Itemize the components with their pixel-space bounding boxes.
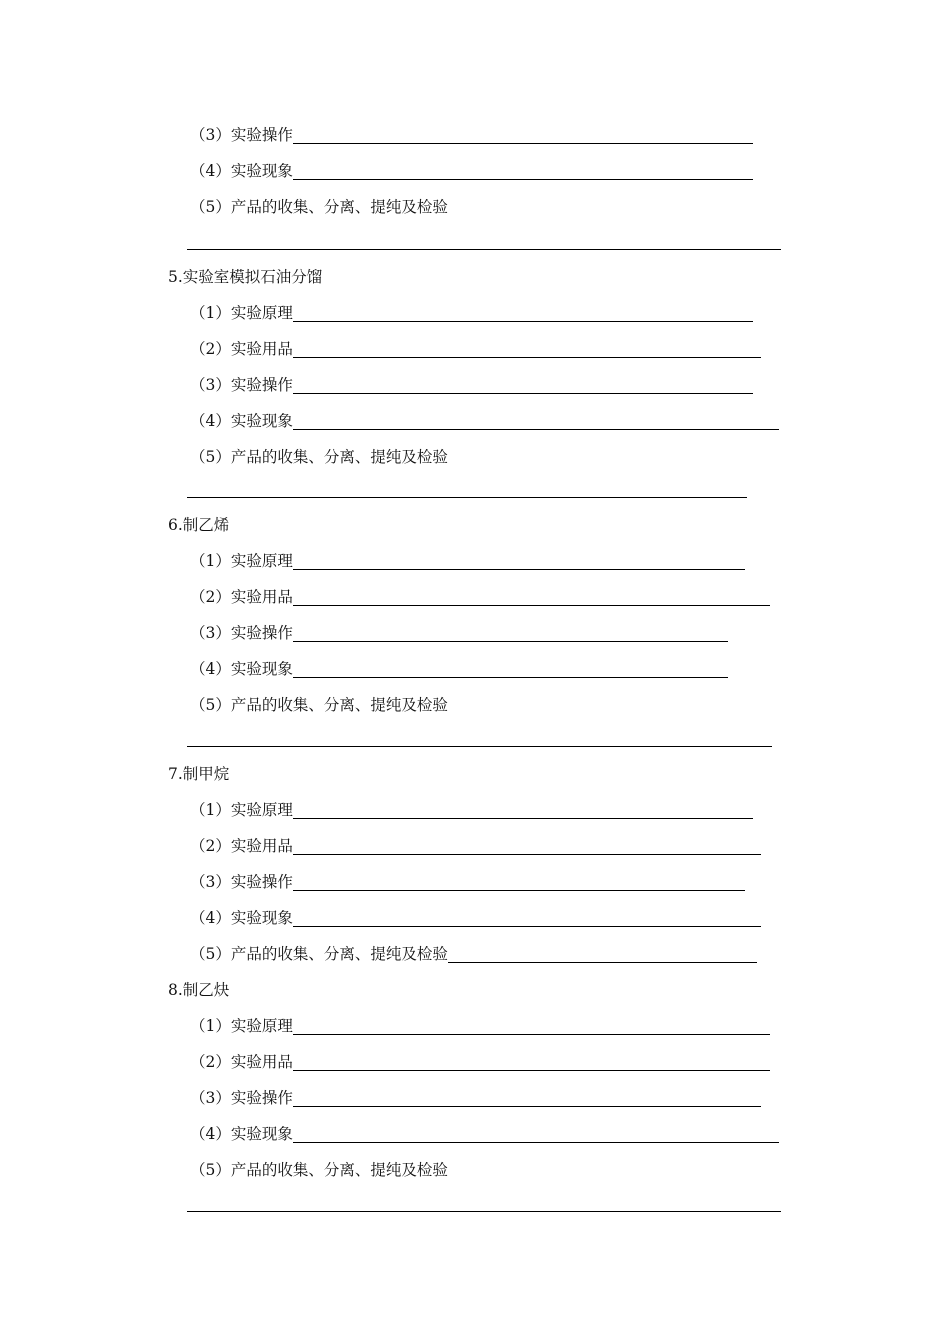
item-label: （4）实验现象: [190, 660, 293, 678]
item-label: （5）产品的收集、分离、提纯及检验: [190, 448, 448, 466]
item-label: （3）实验操作: [190, 126, 293, 144]
item-s8-3: [190, 1087, 761, 1109]
item-label: （1）实验原理: [190, 304, 293, 322]
item-s5-2: [190, 338, 761, 360]
answer-blank[interactable]: [187, 1211, 781, 1212]
item-label: （1）实验原理: [190, 801, 293, 819]
item-s6-4: [190, 658, 728, 680]
item-label: （5）产品的收集、分离、提纯及检验: [190, 945, 448, 963]
item-label: （1）实验原理: [190, 1017, 293, 1035]
answer-blank[interactable]: [187, 746, 772, 747]
answer-blank[interactable]: [293, 1034, 770, 1035]
item-label: （2）实验用品: [190, 1053, 293, 1071]
item-s0-5: [190, 196, 448, 218]
answer-blank[interactable]: [293, 179, 753, 180]
answer-blank[interactable]: [293, 429, 779, 430]
item-s6-3: [190, 622, 728, 644]
item-label: （4）实验现象: [190, 909, 293, 927]
item-s6-1: [190, 550, 745, 572]
item-s5-1: [190, 302, 753, 324]
item-s5-3: [190, 374, 753, 396]
item-label: （4）实验现象: [190, 412, 293, 430]
section-title: 8.制乙炔: [168, 981, 230, 999]
item-label: （5）产品的收集、分离、提纯及检验: [190, 198, 448, 216]
item-label: （1）实验原理: [190, 552, 293, 570]
answer-blank[interactable]: [293, 605, 770, 606]
answer-blank[interactable]: [187, 497, 747, 498]
item-label: （2）实验用品: [190, 340, 293, 358]
answer-blank[interactable]: [293, 393, 753, 394]
item-label: （5）产品的收集、分离、提纯及检验: [190, 696, 448, 714]
item-s8-1: [190, 1015, 770, 1037]
item-label: （5）产品的收集、分离、提纯及检验: [190, 1161, 448, 1179]
answer-blank[interactable]: [293, 1070, 770, 1071]
answer-blank[interactable]: [293, 1142, 779, 1143]
answer-blank[interactable]: [293, 1106, 761, 1107]
item-s6-5: [190, 694, 448, 716]
answer-blank[interactable]: [293, 143, 753, 144]
item-s7-3: [190, 871, 745, 893]
answer-blank[interactable]: [448, 962, 757, 963]
item-label: （3）实验操作: [190, 873, 293, 891]
item-s5-5: [190, 446, 448, 468]
item-label: （3）实验操作: [190, 624, 293, 642]
answer-blank[interactable]: [293, 569, 745, 570]
section-title: 7.制甲烷: [168, 765, 230, 783]
item-label: （4）实验现象: [190, 1125, 293, 1143]
item-s7-2: [190, 835, 761, 857]
answer-blank[interactable]: [293, 677, 728, 678]
item-s6-2: [190, 586, 770, 608]
answer-blank[interactable]: [187, 249, 781, 250]
answer-blank[interactable]: [293, 357, 761, 358]
section-title: 6.制乙烯: [168, 516, 230, 534]
item-s5-4: [190, 410, 779, 432]
answer-blank[interactable]: [293, 926, 761, 927]
item-s0-4: [190, 160, 753, 182]
answer-blank[interactable]: [293, 321, 753, 322]
item-s7-4: [190, 907, 761, 929]
section-title: 5.实验室模拟石油分馏: [168, 268, 323, 286]
item-label: （3）实验操作: [190, 1089, 293, 1107]
item-s8-5: [190, 1159, 448, 1181]
item-label: （2）实验用品: [190, 837, 293, 855]
answer-blank[interactable]: [293, 854, 761, 855]
answer-blank[interactable]: [293, 818, 753, 819]
item-s7-1: [190, 799, 753, 821]
item-label: （3）实验操作: [190, 376, 293, 394]
item-s0-3: [190, 124, 753, 146]
item-s8-2: [190, 1051, 770, 1073]
answer-blank[interactable]: [293, 890, 745, 891]
item-s8-4: [190, 1123, 779, 1145]
item-label: （4）实验现象: [190, 162, 293, 180]
item-s7-5: [190, 943, 757, 965]
answer-blank[interactable]: [293, 641, 728, 642]
item-label: （2）实验用品: [190, 588, 293, 606]
